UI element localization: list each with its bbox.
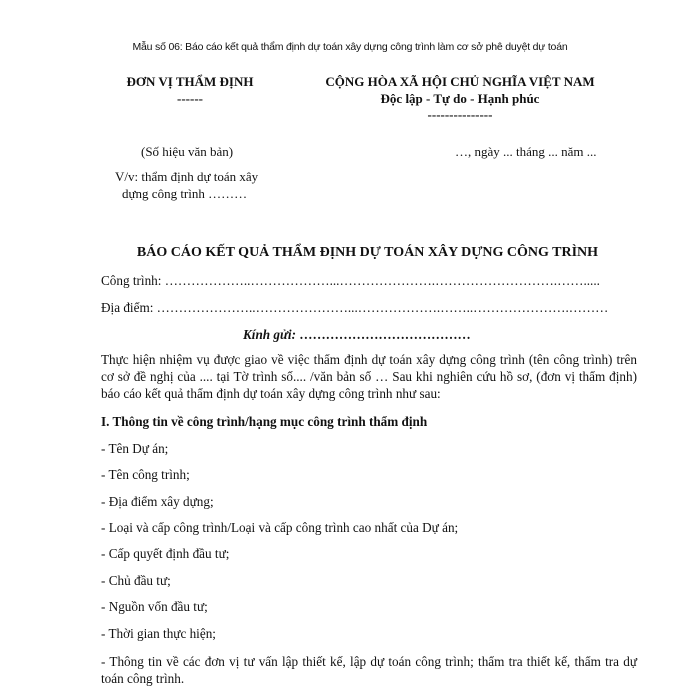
project-field: Công trình: ………………..………………...………………….……………………….……..... [101,273,600,288]
list-item: - Địa điểm xây dựng; [101,494,214,509]
date-line: …, ngày ... tháng ... năm ... [455,144,597,159]
subject-line-2: dựng công trình ……… [122,186,248,201]
recipient-label: Kính gửi: [243,327,296,342]
form-title: Mẫu số 06: Báo cáo kết quả thẩm định dự toán xây dựng công trình làm cơ sở phê duyệt dự toán [132,41,568,53]
list-item: - Chủ đầu tư; [101,573,171,588]
org-name: ĐƠN VỊ THẨM ĐỊNH [126,74,254,89]
motto-dashes: --------------- [427,107,493,122]
location-field: Địa điểm: …………………..…………………...……………….……..………………….……… [101,300,609,315]
list-item: - Loại và cấp công trình/Loại và cấp công trình cao nhất của Dự án; [101,520,459,535]
doc-number: (Số hiệu văn bản) [141,144,234,159]
list-item-consultants: - Thông tin về các đơn vị tư vấn lập thiết kế, lập dự toán công trình; thẩm tra thiết kế, thẩm tra dự toán công trình. [101,654,637,686]
list-item: - Nguồn vốn đầu tư; [101,599,208,614]
section1-heading: I. Thông tin về công trình/hạng mục công trình thẩm định [101,414,428,429]
list-item: - Cấp quyết định đầu tư; [101,546,230,561]
recipient-line [243,327,471,343]
list-item: - Thời gian thực hiện; [101,626,216,641]
org-dashes: ------ [177,91,203,106]
list-item: - Tên Dự án; [101,441,169,456]
country-name: CỘNG HÒA XÃ HỘI CHỦ NGHĨA VIỆT NAM [325,74,595,89]
motto: Độc lập - Tự do - Hạnh phúc [380,91,540,106]
intro-paragraph: Thực hiện nhiệm vụ được giao về việc thẩm định dự toán xây dựng công trình (tên công trình) trên cơ sở đề nghị của .... tại Tờ trình số.... /văn bản số … Sau khi nghiên cứu hồ sơ, (đơn vị thẩm định) báo cáo kết quả thẩm định dự toán xây dựng công trình như sau: [101,352,637,401]
list-item: - Tên công trình; [101,467,190,482]
report-title: BÁO CÁO KẾT QUẢ THẨM ĐỊNH DỰ TOÁN XÂY DỰNG CÔNG TRÌNH [136,245,599,260]
recipient-dots: ………………………………… [299,327,471,342]
subject-line-1: V/v: thẩm định dự toán xây [115,169,259,184]
